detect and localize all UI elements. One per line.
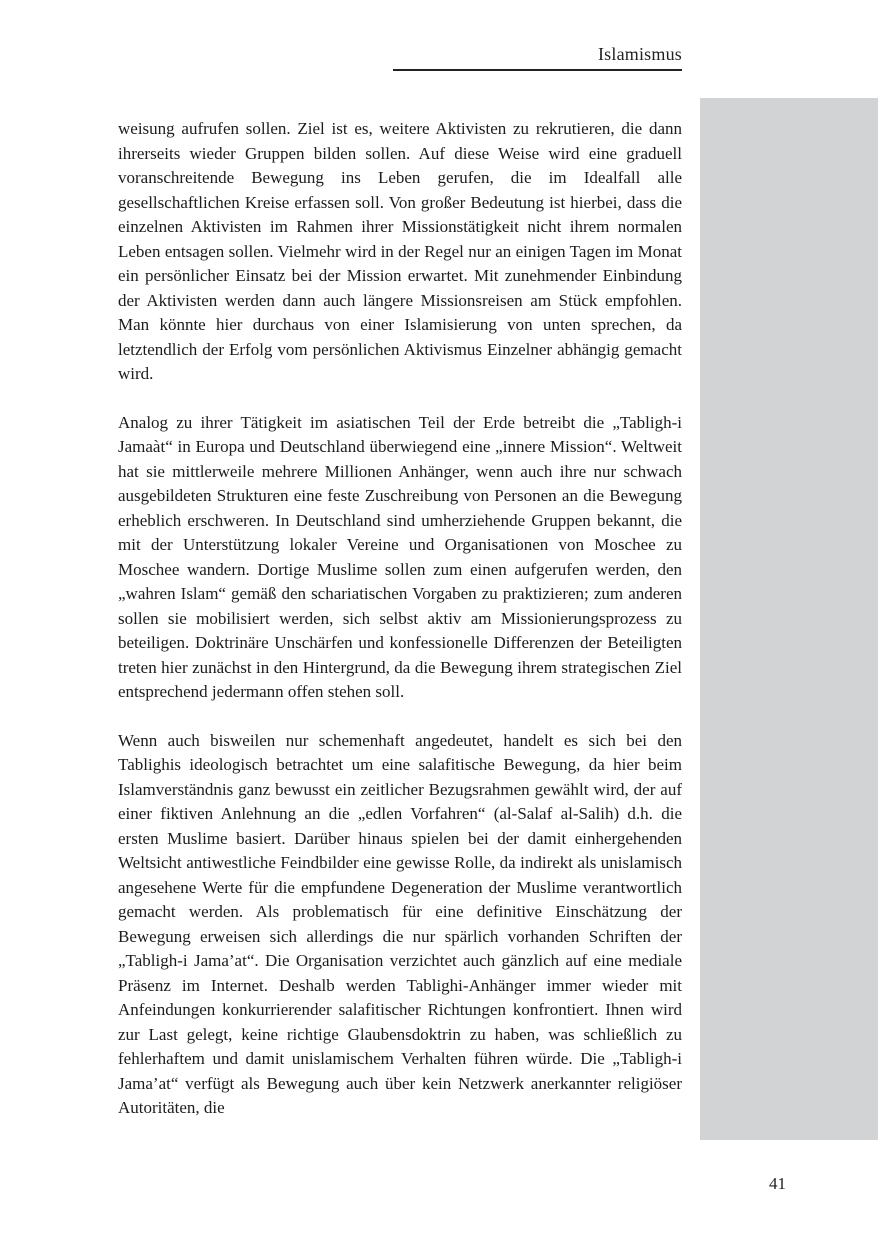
page-number: 41: [769, 1174, 786, 1193]
running-header: Islamismus: [597, 44, 682, 64]
paragraph-3: Wenn auch bisweilen nur schemenhaft angedeutet, handelt es sich bei den Tablighis ideologisch betrachtet um eine salafitische Bewegung, da hier beim Islamverständnis ganz bewusst ein zeitlicher Bezugsrahmen gewählt wird, der auf einer fiktiven Anlehnung an die „edlen Vorfahren“ (al-Salaf al-Salih) d.h. die ersten Muslime basiert. Darüber hinaus spielen bei der damit einhergehenden Weltsicht antiwestliche Feindbilder eine gewisse Rolle, da indirekt als unislamisch angesehene Werte für die empfundene Degeneration der Muslime verantwortlich gemacht werden. Als problematisch für eine definitive Einschätzung der Bewegung erweisen sich allerdings die nur spärlich vorhanden Schriften der „Tabligh-i Jama’at“. Die Organisation verzichtet auch gänzlich auf eine mediale Präsenz im Internet. Deshalb werden Tablighi-Anhänger immer wieder mit Anfeindungen konkurrierender salafitischer Richtungen konfrontiert. Ihnen wird zur Last gelegt, keine richtige Glaubensdoktrin zu haben, was schließlich zu fehlerhaftem und damit unislamischem Verhalten führen würde. Die „Tabligh-i Jama’at“ verfügt als Bewegung auch über kein Netzwerk anerkannter religiöser Autoritäten, die: [118, 730, 682, 1117]
margin-sidebar-band: [700, 98, 878, 1140]
paragraph-2: Analog zu ihrer Tätigkeit im asiatischen Teil der Erde betreibt die „Tabligh-i Jamaàt“ in Europa und Deutschland überwiegend eine „innere Mission“. Weltweit hat sie mittlerweile mehrere Millionen Anhänger, wenn auch ihre nur schwach ausgebildeten Strukturen eine feste Zuschreibung von Personen an die Bewegung erheblich erschweren. In Deutschland sind umherziehende Gruppen bekannt, die mit der Unterstützung lokaler Vereine und Organisationen von Moschee zu Moschee wandern. Dortige Muslime sollen zum einen aufgerufen werden, den „wahren Islam“ gemäß den schariatischen Vorgaben zu praktizieren; zum anderen sollen sie mobilisiert werden, sich selbst aktiv am Missionierungsprozess zu beteiligen. Doktrinäre Unschärfen und konfessionelle Differenzen der Beteiligten treten hier zunächst in den Hintergrund, da die Bewegung ihrem strategischen Ziel entsprechend jedermann offen stehen soll.: [118, 412, 682, 701]
paragraph-1: weisung aufrufen sollen. Ziel ist es, weitere Aktivisten zu rekrutieren, die dann ihrerseits wieder Gruppen bilden sollen. Auf diese Weise wird eine graduell voranschreitende Bewegung ins Leben gerufen, die im Idealfall alle gesellschaftlichen Kreise erfassen soll. Von großer Bedeutung ist hierbei, dass die einzelnen Aktivisten im Rahmen ihrer Missionstätigkeit nicht ihrem normalen Leben entsagen sollen. Vielmehr wird in der Regel nur an einigen Tagen im Monat ein persönlicher Einsatz bei der Mission erwartet. Mit zunehmender Einbindung der Aktivisten werden dann auch längere Missionsreisen am Stück empfohlen. Man könnte hier durchaus von einer Islamisierung von unten sprechen, da letztendlich der Erfolg vom persönlichen Aktivismus Einzelner abhängig gemacht wird.: [118, 119, 682, 383]
body-text-column: [118, 117, 682, 1145]
header-rule: [393, 69, 682, 71]
